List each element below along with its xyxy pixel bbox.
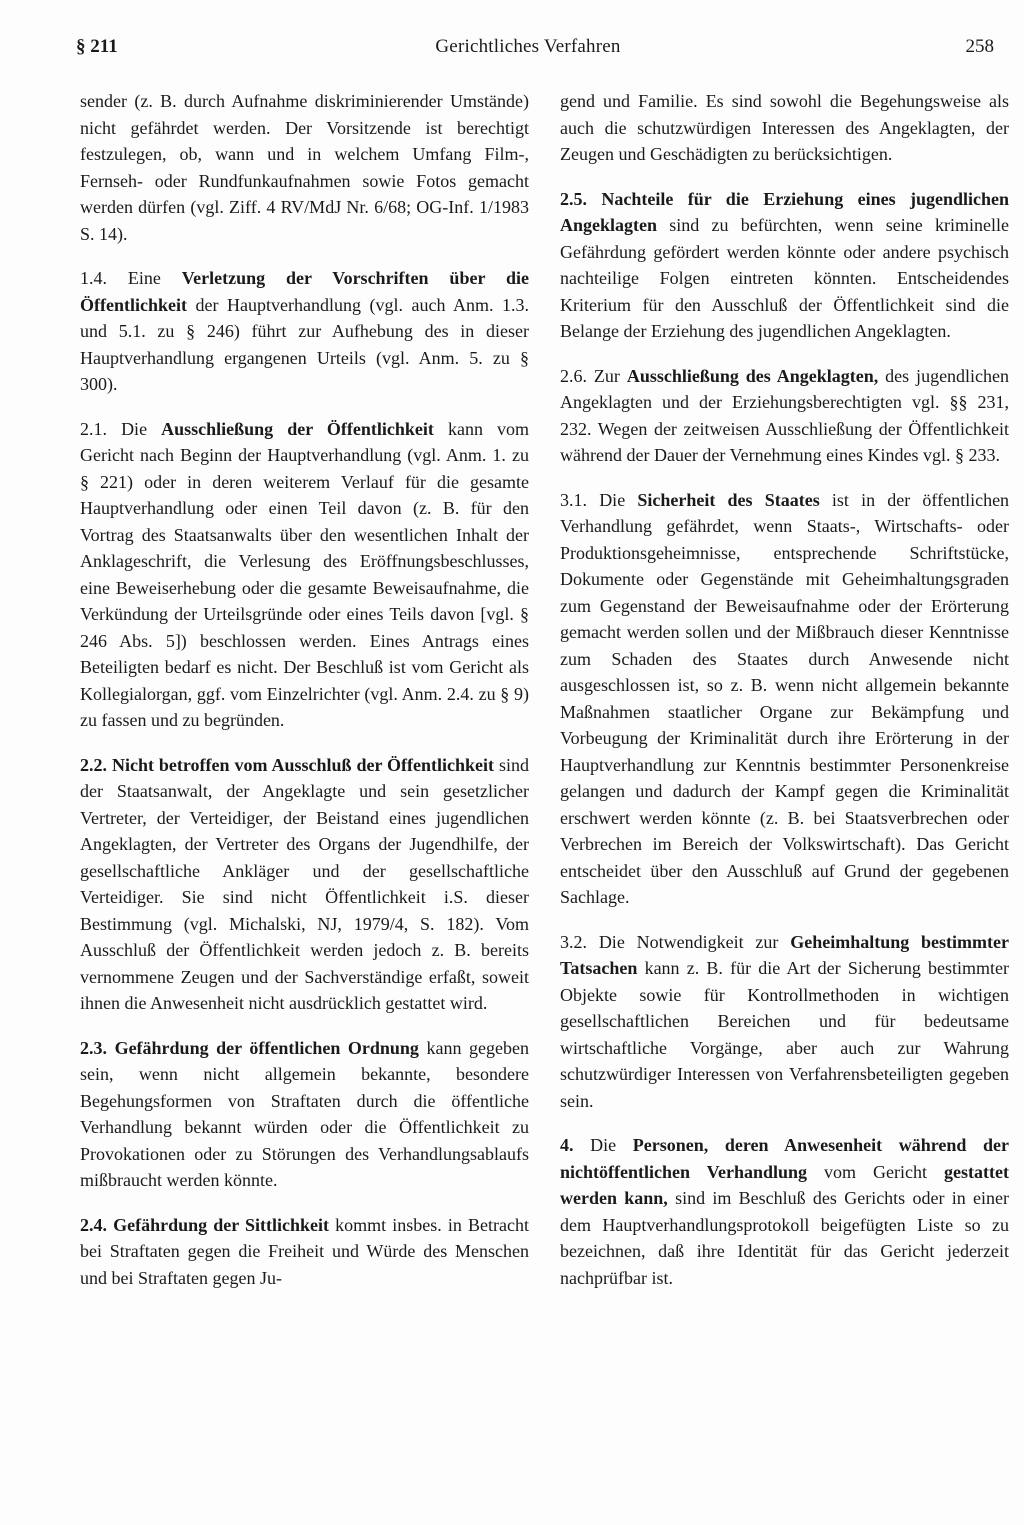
paragraph-lead: Die — [599, 489, 626, 510]
paragraph-lead: Zur — [593, 365, 620, 386]
paragraph-text: kann z. B. für die Art der Sicherung bestimmter Objekte sowie für Kontrollmethoden in wichtigen gesellschaftlichen Bereichen und für bedeutsame wirtschaftliche Vorgänge, aber auch zur Wahrung schutzwürdiger Interessen von Verfahrensbeteiligten gegeben sein. — [560, 958, 1010, 1111]
paragraph-continued — [560, 88, 1009, 168]
paragraph-text: kann vom Gericht nach Beginn der Hauptverhandlung (vgl. Anm. 1. zu § 221) oder in deren weiterem Verlauf für die gesamte Hauptverhandlung oder einen Teil davon (z. B. für den Vortrag des Staatsanwalts über den wesentlichen Inhalt der Anklageschrift, die Verlesung des Eröffnungsbeschlusses, eine Beweiserhebung oder die gesamte Beweisaufnahme, die Verkündung der Urteilsgründe oder eines Teils davon [vgl. § 246 Abs. 5]) beschlossen werden. Eines Antrags eines Beteiligten bedarf es nicht. Der Beschluß ist vom Gericht als Kollegialorgan, ggf. vom Einzelrichter (vgl. Anm. 2.4. zu § 9) zu fassen und zu begründen. — [80, 418, 530, 730]
paragraph-keyword: Sicherheit des Staates — [637, 489, 820, 510]
paragraph-continued — [80, 88, 529, 247]
paragraph-text: ist in der öffentlichen Verhandlung gefährdet, wenn Staats-, Wirtschafts- oder Produktionsgeheimnisse, entsprechende Schriftstücke, Dokumente oder Gegenstände mit Geheimhaltungsgraden zum Gegenstand der Beweisaufnahme oder der Erörterung gemacht werden sollen und der Mißbrauch dieser Kenntnisse zum Schaden des Staates durch Anwesende nicht ausgeschlossen ist, so z. B. wenn nicht allgemein bekannte Maßnahmen staatlicher Organe zur Bekämpfung und Vorbeugung der Kriminalität durch ihre Erörterung in der Hauptverhandlung zur Kenntnis bestimmter Personenkreise gelangen und dadurch der Kampf gegen die Kriminalität erschwert werden könnte (z. B. bei Staatsverbrechen oder Verbrechen im Bereich der Volkswirtschaft). Das Gericht entscheidet über den Ausschluß auf Grund der gegebenen Sachlage. — [560, 489, 1010, 907]
paragraph-number: 2.5. — [560, 188, 587, 209]
paragraph-lead: Die — [121, 418, 148, 439]
page-number: 258 — [965, 36, 994, 57]
paragraph-keyword: Ausschließung des Angeklagten, — [626, 365, 879, 386]
paragraph-number: 2.4. — [80, 1214, 107, 1235]
paragraph-lead: Eine — [127, 268, 161, 288]
paragraph-2-4 — [80, 1212, 529, 1292]
paragraph-keyword: Nicht betroffen vom Ausschluß der Öffentlichkeit — [111, 754, 495, 775]
paragraph-number: 3.1. — [560, 489, 587, 510]
paragraph-2-5 — [560, 186, 1009, 345]
paragraph-text: sind zu befürchten, wenn seine kriminelle Gefährdung gefördert werden könnte oder andere psychisch nachteilige Folgen eintreten könnten. Entscheidendes Kriterium für den Ausschluß der Öffentlichkeit sind die Belange der Erziehung des jugendlichen Angeklagten. — [560, 215, 1009, 341]
paragraph-2-2 — [80, 752, 529, 1017]
paragraph-keyword: Gefährdung der öffentlichen Ordnung — [114, 1037, 419, 1058]
paragraph-2-6 — [560, 363, 1009, 469]
paragraph-text: der Hauptverhandlung (vgl. auch Anm. 1.3. und 5.1. zu § 246) führt zur Aufhebung des in dieser Hauptverhandlung ergangenen Urteils (vgl. Anm. 5. zu § 300). — [80, 294, 529, 394]
paragraph-number: 4. — [560, 1135, 574, 1155]
paragraph-text: sind im Beschluß des Gerichts oder in einer dem Hauptverhandlungsprotokoll beigefügten Liste so zu bezeichnen, daß ihre Identität für das Gericht jederzeit nachprüfbar ist. — [560, 1188, 1009, 1288]
paragraph-text: des jugendlichen Angeklagten und der Erziehungsberechtigten vgl. §§ 231, 232. Wegen der zeitweisen Ausschließung der Öffentlichkeit während der Dauer der Vernehmung eines Kindes vgl. § 233. — [560, 365, 1010, 465]
paragraph-number: 2.2. — [80, 754, 107, 775]
paragraph-text: sind der Staatsanwalt, der Angeklagte und sein gesetzlicher Vertreter, der Verteidiger, der Beistand eines jugendlichen Angeklagten, der Vertreter des Organs der Jugendhilfe, der gesellschaftliche Ankläger und der gesellschaftliche Verteidiger. Sie sind nicht Öffentlichkeit i.S. dieser Bestimmung (vgl. Michalski, NJ, 1979/4, S. 182). Vom Ausschluß der Öffentlichkeit werden jedoch z. B. bereits vernommene Zeugen und der Sachverständige erfaßt, soweit ihnen die Anwesenheit nicht ausdrücklich gestattet wird. — [80, 754, 530, 1013]
paragraph-number: 3.2. — [560, 931, 587, 952]
paragraph-3-2 — [560, 929, 1009, 1115]
paragraph-keyword: Nachteile für die Erziehung eines jugendlichen Angeklagten — [560, 188, 1009, 235]
paragraph-text: gend und Familie. Es sind sowohl die Begehungsweise als auch die schutzwürdigen Interessen des Angeklagten, der Zeugen und Geschädigten zu berücksichtigen. — [560, 91, 1009, 164]
paragraph-keyword: Geheimhaltung bestimmter Tatsachen — [560, 931, 1009, 978]
paragraph-number: 1.4. — [80, 268, 107, 288]
paragraph-text: sender (z. B. durch Aufnahme diskriminierender Umstände) nicht gefährdet werden. Der Vorsitzende ist berechtigt festzulegen, ob, wann und in welchem Umfang Film-, Fernseh- oder Rundfunkaufnahmen sowie Fotos gemacht werden dürfen (vgl. Ziff. 4 RV/MdJ Nr. 6/68; OG-Inf. 1/1983 S. 14). — [80, 91, 529, 244]
left-column — [80, 88, 529, 1309]
paragraph-keyword: Personen, deren Anwesenheit während der nichtöffentlichen Verhandlung — [560, 1135, 1009, 1182]
paragraph-keyword: Verletzung der Vorschriften über die Öffentlichkeit — [80, 268, 529, 315]
paragraph-lead: Die — [590, 1135, 617, 1155]
paragraph-number: 2.1. — [80, 418, 107, 439]
paragraph-number: 2.3. — [80, 1037, 107, 1058]
paragraph-keyword: Ausschließung der Öffentlichkeit — [161, 418, 434, 439]
paragraph-2-3 — [80, 1035, 529, 1194]
paragraph-text: kann gegeben sein, wenn nicht allgemein bekannte, besondere Begehungsformen von Straftaten durch die öffentliche Verhandlung bekannt würden oder die Öffentlichkeit zu Provokationen oder zu Störungen des Verhandlungsablaufs mißbraucht werden könnte. — [80, 1037, 530, 1190]
paragraph-lead: Die Notwendigkeit zur — [598, 931, 779, 952]
right-column — [560, 88, 1009, 1309]
paragraph-keyword: Gefährdung der Sittlichkeit — [113, 1214, 330, 1235]
paragraph-text: vom Gericht — [824, 1161, 928, 1182]
paragraph-2-1 — [80, 416, 529, 734]
page-header — [62, 36, 994, 66]
paragraph-keyword: gestattet werden kann, — [560, 1161, 1009, 1208]
paragraph-1-4 — [80, 265, 529, 398]
running-title: Gerichtliches Verfahren — [435, 36, 621, 57]
paragraph-number: 2.6. — [560, 365, 587, 386]
section-number: § 211 — [76, 36, 118, 57]
paragraph-3-1 — [560, 487, 1009, 911]
paragraph-text: kommt insbes. in Betracht bei Straftaten gegen die Freiheit und Würde des Menschen und bei Straftaten gegen Ju- — [80, 1214, 530, 1288]
paragraph-4 — [560, 1132, 1009, 1291]
